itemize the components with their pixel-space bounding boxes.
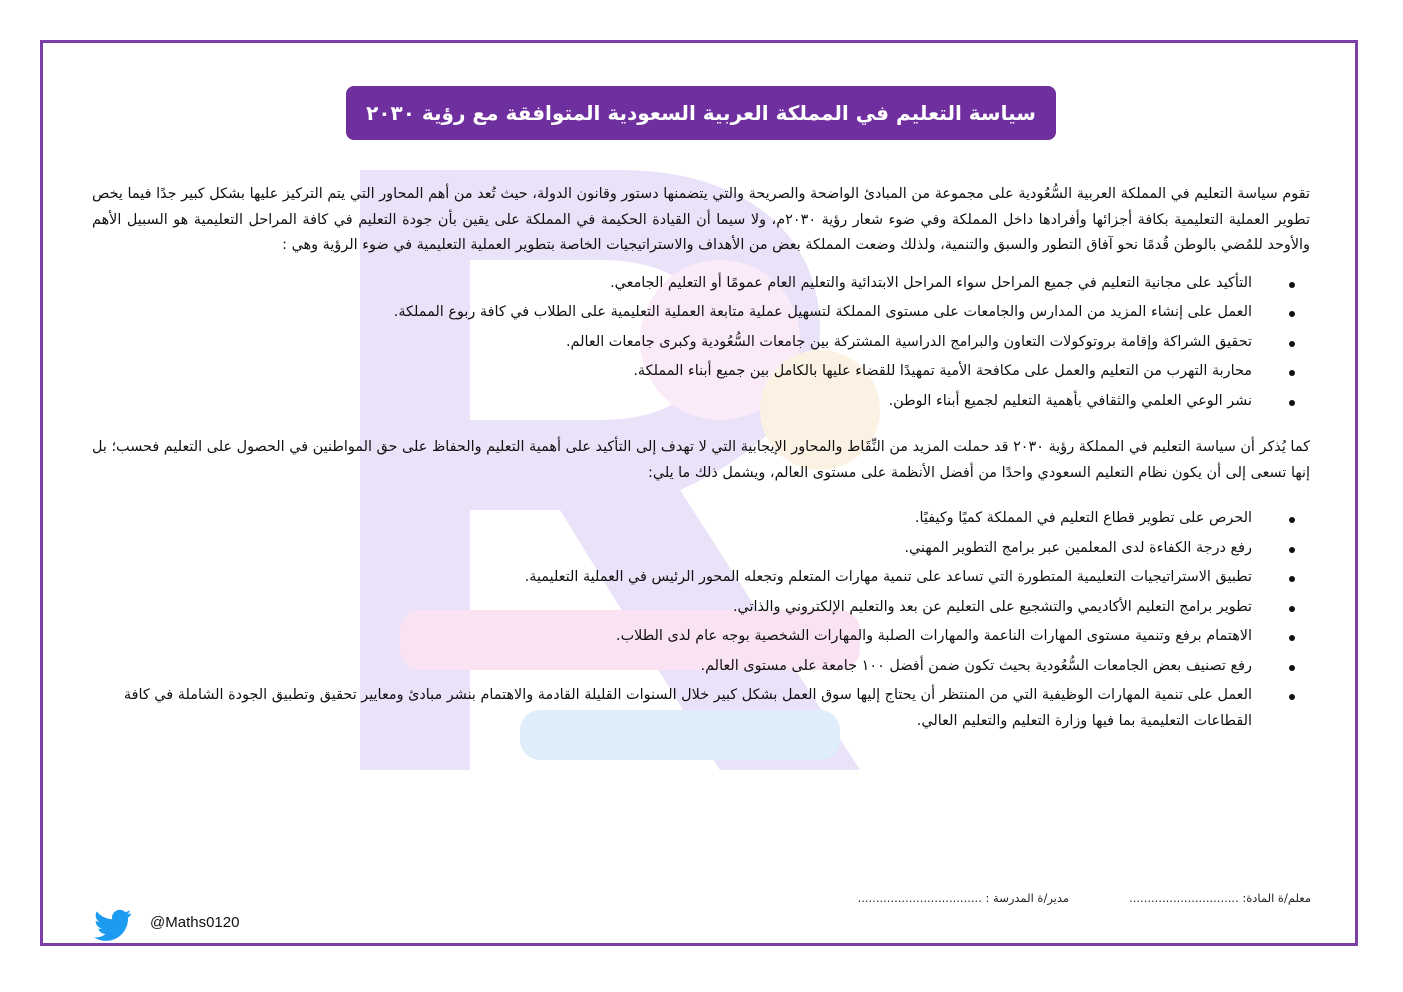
document-body [92, 182, 1310, 738]
teacher-signature: معلم/ة المادة: .............................. [1129, 891, 1311, 905]
list-item: تطبيق الاستراتيجيات التعليمية المتطورة التي تساعد على تنمية مهارات المتعلم وتجعله المحور الرئيس في العملية التعليمية. [92, 565, 1298, 591]
intro-paragraph: تقوم سياسة التعليم في المملكة العربية السُّعُودية على مجموعة من المبادئ الواضحة والصريحة والتي يتضمنها دستور وقانون الدولة، حيث تُعد من أهم المحاور التي يتم التركيز عليها بشكل كبير جدًا فيما يخص تطوير العملية التعليمية بكافة أجزائها وأفرادها داخل المملكة وفي ضوء شعار رؤية ٢٠٣٠م، ولا سيما أن القيادة الحكيمة في المملكة على يقين بأن جودة التعليم في كافة المراحل التعليمية هو السبيل الأهم والأوحد للمُضي بالوطن قُدمًا نحو آفاق التطور والسبق والتنمية، ولذلك وضعت المملكة بعض من الأهداف والاستراتيجيات الخاصة بتطوير العملية التعليمية في ضوء الرؤية وهي : [92, 186, 1310, 253]
twitter-icon[interactable] [92, 906, 134, 944]
page-title-text: سياسة التعليم في المملكة العربية السعودية المتوافقة مع رؤية ٢٠٣٠ [366, 101, 1036, 125]
goals-list [92, 271, 1310, 415]
list-item: الاهتمام برفع وتنمية مستوى المهارات الناعمة والمهارات الصلبة والمهارات الشخصية بوجه عام لدى الطلاب. [92, 624, 1298, 650]
twitter-handle[interactable]: @Maths0120 [150, 914, 240, 931]
list-item: تحقيق الشراكة وإقامة بروتوكولات التعاون والبرامج الدراسية المشتركة بين جامعات السُّعُودية وكبرى جامعات العالم. [92, 330, 1298, 356]
list-item: العمل على تنمية المهارات الوظيفية التي من المنتظر أن يحتاج إليها سوق العمل بشكل كبير خلال السنوات القليلة القادمة والاهتمام بنشر مبادئ ومعايير تحقيق وتطبيق الجودة الشاملة في كافة القطاعات التعليمية بما فيها وزارة التعليم والتعليم العالي. [92, 683, 1298, 734]
list-item: تطوير برامج التعليم الأكاديمي والتشجيع على التعليم عن بعد والتعليم الإلكتروني والذاتي. [92, 595, 1298, 621]
list-item: التأكيد على مجانية التعليم في جميع المراحل سواء المراحل الابتدائية والتعليم العام عمومًا أو التعليم الجامعي. [92, 271, 1298, 297]
list-item: العمل على إنشاء المزيد من المدارس والجامعات على مستوى المملكة لتسهيل عملية متابعة العملية التعليمية على الطلاب في كافة ربوع المملكة. [92, 300, 1298, 326]
page-title [346, 86, 1056, 140]
list-item: نشر الوعي العلمي والثقافي بأهمية التعليم لجميع أبناء الوطن. [92, 389, 1298, 415]
principal-signature: مدير/ة المدرسة : .................................. [857, 891, 1070, 905]
list-item: رفع تصنيف بعض الجامعات السُّعُودية بحيث تكون ضمن أفضل ١٠٠ جامعة على مستوى العالم. [92, 654, 1298, 680]
signature-line [858, 891, 1311, 905]
second-paragraph: كما يُذكر أن سياسة التعليم في المملكة رؤية ٢٠٣٠ قد حملت المزيد من النِّقَاط والمحاور الإيجابية التي لا تهدف إلى التأكيد على أهمية التعليم والحفاظ على حق المواطنين في الحصول على التعليم فحسب؛ بل إنها تسعى إلى أن يكون نظام التعليم السعودي واحدًا من أفضل الأنظمة على مستوى العالم، ويشمل ذلك ما يلي: [92, 439, 1310, 481]
vision-list [92, 506, 1310, 734]
list-item: رفع درجة الكفاءة لدى المعلمين عبر برامج التطوير المهني. [92, 536, 1298, 562]
list-item: الحرص على تطوير قطاع التعليم في المملكة كميًا وكيفيًا. [92, 506, 1298, 532]
list-item: محاربة التهرب من التعليم والعمل على مكافحة الأمية تمهيدًا للقضاء عليها بالكامل بين جميع أبناء المملكة. [92, 359, 1298, 385]
